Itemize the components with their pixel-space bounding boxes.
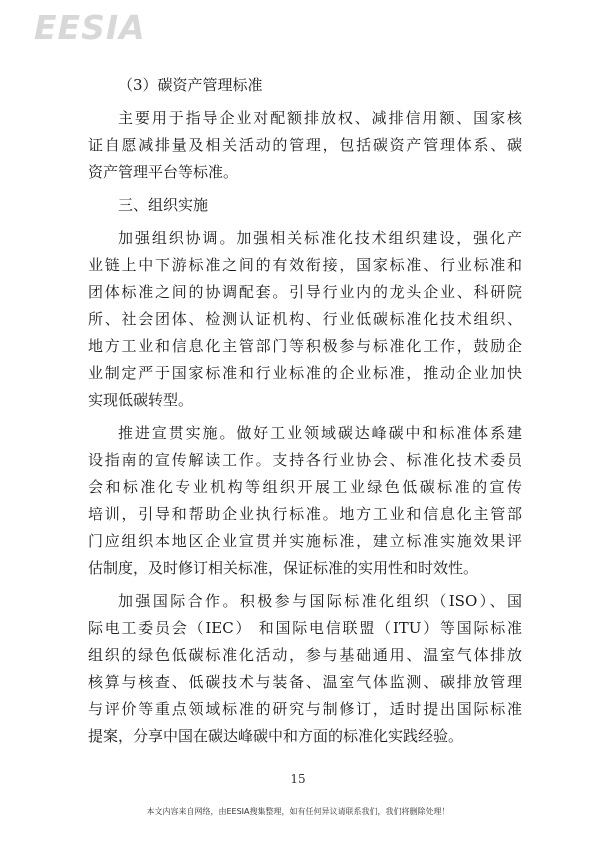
paragraph-line: 组织的绿色低碳标准化活动，参与基础通用、温室气体排放: [88, 646, 522, 664]
paragraph-line: 主要用于指导企业对配额排放权、减排信用额、国家核: [118, 109, 522, 127]
section-heading-carbon-asset: （3）碳资产管理标准: [118, 76, 263, 94]
paragraph-line: 与评价等重点领域标准的研究与制修订，适时提出国际标准: [88, 700, 522, 718]
section-heading-organization: 三、组织实施: [118, 196, 209, 214]
paragraph-line: 提案，分享中国在碳达峰碳中和方面的标准化实践经验。: [88, 727, 464, 745]
paragraph-line: 加强组织协调。加强相关标准化技术组织建设，强化产: [118, 229, 522, 247]
paragraph-line: 会和标准化专业机构等组织开展工业绿色低碳标准的宣传: [88, 478, 522, 496]
paragraph-line: 加强国际合作。积极参与国际标准化组织（ISO）、国: [118, 592, 522, 610]
paragraph-international: [88, 588, 522, 750]
paragraph-line: 设指南的宣传解读工作。支持各行业协会、标准化技术委员: [88, 451, 522, 469]
page-number: 15: [290, 772, 306, 786]
paragraph-line: 资产管理平台等标准。: [88, 163, 239, 181]
paragraph-line: 证自愿减排量及相关活动的管理，包括碳资产管理体系、碳: [88, 136, 522, 154]
paragraph-line: 核算与核查、低碳技术与装备、温室气体监测、碳排放管理: [88, 673, 522, 691]
document-body: [88, 72, 522, 750]
paragraph-line: 业制定严于国家标准和行业标准的企业标准，推动企业加快: [88, 364, 522, 382]
paragraph-line: 实现低碳转型。: [88, 391, 194, 409]
paragraph-line: 门应组织本地区企业宣贯并实施标准，建立标准实施效果评: [88, 532, 522, 550]
paragraph-coordination: [88, 225, 522, 414]
paragraph-line: 际电工委员会（IEC） 和国际电信联盟（ITU）等国际标准: [88, 619, 522, 637]
paragraph-line: 团体标准之间的协调配套。引导行业内的龙头企业、科研院: [88, 283, 522, 301]
paragraph-promotion: [88, 420, 522, 582]
paragraph-line: 业链上中下游标准之间的有效衔接，国家标准、行业标准和: [88, 256, 522, 274]
paragraph-line: 培训，引导和帮助企业执行标准。地方工业和信息化主管部: [88, 505, 522, 523]
eesia-logo: EESIA: [34, 8, 146, 47]
paragraph-line: 估制度，及时修订相关标准，保证标准的实用性和时效性。: [88, 559, 479, 577]
paragraph-line: 推进宣贯实施。做好工业领域碳达峰碳中和标准体系建: [118, 424, 522, 442]
paragraph-line: 所、社会团体、检测认证机构、行业低碳标准化技术组织、: [88, 310, 522, 328]
footer-disclaimer: 本文内容来自网络，由EESIA搜集整理，如有任何异议请联系我们，我们将删除处理！: [146, 807, 450, 816]
paragraph-carbon-asset: [88, 105, 522, 186]
paragraph-line: 地方工业和信息化主管部门等积极参与标准化工作，鼓励企: [88, 337, 522, 355]
